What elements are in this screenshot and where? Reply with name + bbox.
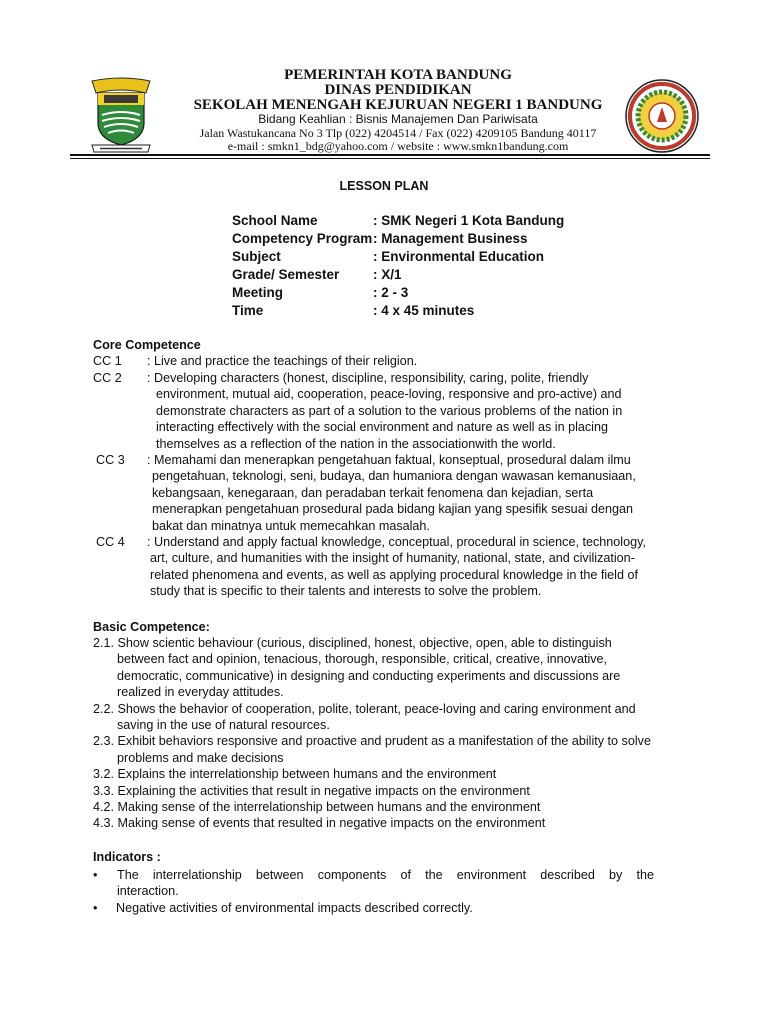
letterhead-school: SEKOLAH MENENGAH KEJURUAN NEGERI 1 BANDUNG [193,97,603,113]
identity-label: Meeting [232,285,284,300]
text-line: menerapkan pengetahuan prosedural pada bidang kajian yang spesifik sesuai dengan [152,502,634,517]
letterhead-government: PEMERINTAH KOTA BANDUNG [284,67,512,83]
competence-line: saving in the use of natural resources. [117,718,330,733]
text-line: interaction. [117,884,179,899]
school-seal-icon [624,78,700,154]
identity-label: Grade/ Semester [232,267,340,282]
competence-line: 2.2. Shows the behavior of cooperation, polite, tolerant, peace-loving and caring environment and [93,701,636,716]
identity-value: : SMK Negeri 1 Kota Bandung [373,213,565,228]
text-line: pengetahuan, teknologi, seni, budaya, dan humaniora dengan wawasan kemanusiaan, [152,469,636,484]
competence-line: 3.2. Explains the interrelationship between humans and the environment [93,767,497,782]
letterhead-contact: e-mail : smkn1_bdg@yahoo.com / website : www.smkn1bandung.com [227,139,569,153]
competence-line: problems and make decisions [117,750,284,765]
competence-line: 4.2. Making sense of the interrelationship between humans and the environment [93,800,541,815]
letterhead-department: DINAS PENDIDIKAN [324,82,472,98]
text-line: art, culture, and humanities with the insight of humanity, national, state, and civilization- [150,551,635,566]
indicator-item [117,867,654,900]
cc1-text: : Live and practice the teachings of their religion. [147,354,418,368]
identity-label: Competency Program [232,231,373,246]
letterhead-divider-thin [70,158,710,159]
text-line: themselves as a reflection of the nation in the associationwith the world. [156,436,556,451]
text-line: : Memahami dan menerapkan pengetahuan faktual, konseptual, prosedural dalam ilmu [147,453,631,467]
document-title: LESSON PLAN [339,179,429,193]
text-line: environment, mutual aid, cooperation, peace-loving, responsive and pro-active) and [156,387,622,402]
identity-value: : 4 x 45 minutes [373,303,475,318]
text-line: : Understand and apply factual knowledge, conceptual, procedural in science, technology, [147,535,646,549]
cc2-code: CC 2 [93,371,122,385]
identity-value: : Management Business [373,231,528,246]
cc2-text [147,370,622,452]
basic-competence-list [93,635,651,832]
basic-competence-heading: Basic Competence: [93,620,210,634]
text-line: study that is specific to their talents and interests to solve the problem. [150,584,542,599]
text-line: : Developing characters (honest, discipline, responsibility, caring, polite, friendly [147,371,589,385]
text-line: The interrelationship between components of the environment described by the [117,868,654,882]
cc3-text [147,452,636,534]
identity-value: : Environmental Education [373,249,545,264]
competence-line: realized in everyday attitudes. [117,685,284,700]
identity-value: : 2 - 3 [373,285,409,300]
competence-line: 4.3. Making sense of events that resulted in negative impacts on the environment [93,816,546,831]
identity-label: School Name [232,213,318,228]
indicator-bullet: • [93,868,98,882]
competence-line: between fact and opinion, tenacious, thorough, responsible, critical, creative, innovative, [117,652,608,667]
competence-line: 2.3. Exhibit behaviors responsive and proactive and prudent as a manifestation of the ability to solve [93,734,651,749]
cc3-code: CC 3 [96,453,125,467]
indicator-bullet: • [93,901,98,915]
identity-labels [232,212,372,320]
indicator-item: Negative activities of environmental impacts described correctly. [116,901,473,915]
letterhead-address: Jalan Wastukancana No 3 Tlp (022) 4204514 / Fax (022) 4209105 Bandung 40117 [199,126,597,140]
cc1-code: CC 1 [93,354,122,368]
identity-label: Subject [232,249,281,264]
identity-label: Time [232,303,264,318]
indicators-heading: Indicators : [93,850,161,864]
identity-value: : X/1 [373,267,402,282]
competence-line: 3.3. Explaining the activities that result in negative impacts on the environment [93,783,530,798]
competence-line: democratic, communicative) in designing and conducting experiments and discussions are [117,668,621,683]
text-line: kebangsaan, kenegaraan, dan peradaban terkait fenomena dan kejadian, serta [152,485,594,500]
core-competence-heading: Core Competence [93,338,201,352]
competence-line: 2.1. Show scientic behaviour (curious, disciplined, honest, objective, open, able to distinguish [93,636,612,650]
cc4-code: CC 4 [96,535,125,549]
text-line: bakat dan minatnya untuk memecahkan masalah. [152,518,430,533]
cc4-text [147,534,646,600]
bandung-city-emblem-icon [90,73,152,153]
text-line: related phenomena and events, as well as applying procedural knowledge in the field of [150,567,638,582]
text-line: demonstrate characters as part of a solution to the various problems of the nation in [156,403,623,418]
letterhead-field: Bidang Keahlian : Bisnis Manajemen Dan Pariwisata [258,112,538,126]
text-line: interacting effectively with the social environment and nature as well as in placing [156,420,608,435]
identity-values [373,212,564,320]
letterhead-divider [70,154,710,156]
